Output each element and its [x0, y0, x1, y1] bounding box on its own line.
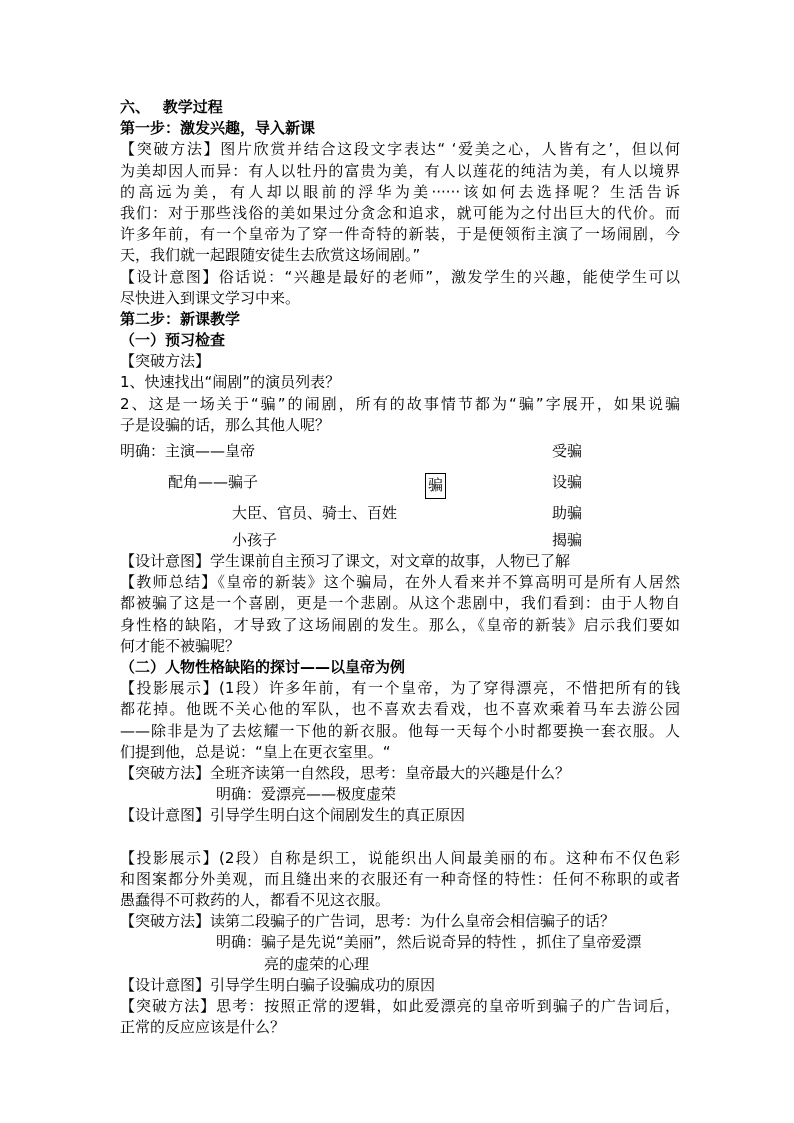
- text-line: 们提到他，总是说：“皇上在更衣室里。“: [120, 742, 391, 761]
- projection-2: [120, 848, 680, 912]
- intent-2: 【设计意图】引导学生明白这个闹剧发生的真正原因: [120, 806, 466, 825]
- text-line: 为美却因人而异：有人以牡丹的富贵为美，有人以莲花的纯洁为美，有人以境界: [120, 161, 680, 180]
- cast-child: 小孩子: [232, 531, 278, 549]
- intent-3: 【设计意图】引导学生明白骗子设骗成功的原因: [120, 975, 436, 994]
- cast-officials: 大臣、官员、骑士、百姓: [232, 504, 398, 522]
- step1-method-paragraph: [120, 139, 680, 266]
- method-3: 【突破方法】读第二段骗子的广告词，思考：为什么皇帝会相信骗子的话？: [120, 912, 616, 931]
- role-setter: 设骗: [552, 473, 583, 491]
- text-line: 何才能不被骗呢？: [120, 636, 241, 655]
- intent-1: 【设计意图】学生课前自主预习了课文，对文章的故事，人物已了解: [120, 552, 571, 570]
- text-line: 许多年前，有一个皇帝为了穿一件奇特的新装，于是便领衔主演了一场闹剧，今: [120, 225, 680, 244]
- method-4-line: 正常的反应应该是什么？: [120, 1018, 286, 1037]
- cast-row-child: [120, 529, 680, 551]
- teacher-summary: [120, 572, 680, 657]
- answer-2: 明确：爱漂亮——极度虚荣: [216, 785, 397, 804]
- answer-3-line: 明确：骗子是先说“美丽”，然后说奇异的特性 ，抓住了皇帝爱漂: [216, 933, 642, 952]
- role-deceived: 受骗: [552, 442, 583, 460]
- section-heading: 六、 教学过程: [120, 98, 223, 116]
- text-line: 天，我们就一起跟随安徒生去欣赏这场闹剧。”: [120, 246, 421, 265]
- text-line: 都被骗了这是一个喜剧，更是一个悲剧。从这个悲剧中，我们看到：由于人物自: [120, 594, 680, 613]
- step1-title: 第一步：激发兴趣，导入新课: [120, 119, 316, 138]
- cast-lead: 明确：主演——皇帝: [120, 442, 256, 460]
- text-line: 尽快进入到课文学习中来。: [120, 288, 301, 307]
- part1-title: （一）预习检查: [120, 331, 226, 350]
- text-line: 【设计意图】俗话说：“兴趣是最好的老师”，激发学生的兴趣，能使学生可以: [120, 267, 680, 286]
- step2-title: 第二步：新课教学: [120, 309, 241, 328]
- text-line: ——除非是为了去炫耀一下他的新衣服。他每一天每个小时都要换一套衣服。人: [120, 721, 680, 740]
- step1-intent-paragraph: [120, 267, 680, 309]
- cast-row-supporting: [120, 467, 680, 498]
- question-2-line: 子是设骗的话，那么其他人呢？: [120, 415, 331, 434]
- question-1: 1、快速找出“闹剧”的演员列表？: [120, 373, 341, 392]
- cast-row-officials: [120, 498, 680, 529]
- text-line: 我们：对于那些浅俗的美如果过分贪念和追求，就可能为之付出巨大的代价。而: [120, 203, 680, 222]
- text-line: 都花掉。他既不关心他的军队，也不喜欢去看戏，也不喜欢乘着马车去游公园: [120, 700, 680, 719]
- answer-3-line: 亮的虚荣的心理: [264, 954, 370, 973]
- question-2-line: 2、这是一场关于“骗”的闹剧，所有的故事情节都为“骗”字展开，如果说骗: [120, 394, 680, 413]
- text-line: 【投影展示】(2段）自称是织工，说能织出人间最美丽的布。这种布不仅色彩: [120, 848, 680, 867]
- blank-line: [120, 826, 680, 847]
- role-exposer: 揭骗: [552, 531, 583, 549]
- part2-title: （二）人物性格缺陷的探讨——以皇帝为例: [120, 657, 406, 676]
- cast-row-lead: [120, 436, 680, 467]
- projection-1: [120, 678, 680, 763]
- method-2: 【突破方法】全班齐读第一自然段，思考：皇帝最大的兴趣是什么？: [120, 763, 571, 782]
- document-content: [120, 97, 680, 1038]
- text-line: 身性格的缺陷，才导致了这场闹剧的发生。那么，《皇帝的新装》启示我们要如: [120, 615, 680, 634]
- role-helper: 助骗: [552, 504, 583, 522]
- method-4-line: 【突破方法】思考：按照正常的逻辑，如此爱漂亮的皇帝听到骗子的广告词后，: [120, 996, 680, 1015]
- text-line: 【突破方法】图片欣赏并结合这段文字表达“ ‘爱美之心，人皆有之’，但以何: [120, 140, 680, 159]
- text-line: 和图案都分外美观，而且缝出来的衣服还有一种奇怪的特性：任何不称职的或者: [120, 869, 680, 888]
- text-line: 【投影展示】(1段）许多年前，有一个皇帝，为了穿得漂亮，不惜把所有的钱: [120, 679, 680, 698]
- text-line: 的高远为美，有人却以眼前的浮华为美······该如何去选择呢？生活告诉: [120, 182, 680, 201]
- method-label: 【突破方法】: [120, 352, 211, 371]
- cast-table: [120, 436, 680, 551]
- text-line: 【教师总结】《皇帝的新装》这个骗局，在外人看来并不算高明可是所有人居然: [120, 573, 680, 592]
- cast-supporting: 配角——骗子: [168, 473, 259, 491]
- text-line: 愚蠢得不可救药的人，都看不见这衣服。: [120, 891, 391, 909]
- center-char-box: 骗: [425, 473, 446, 499]
